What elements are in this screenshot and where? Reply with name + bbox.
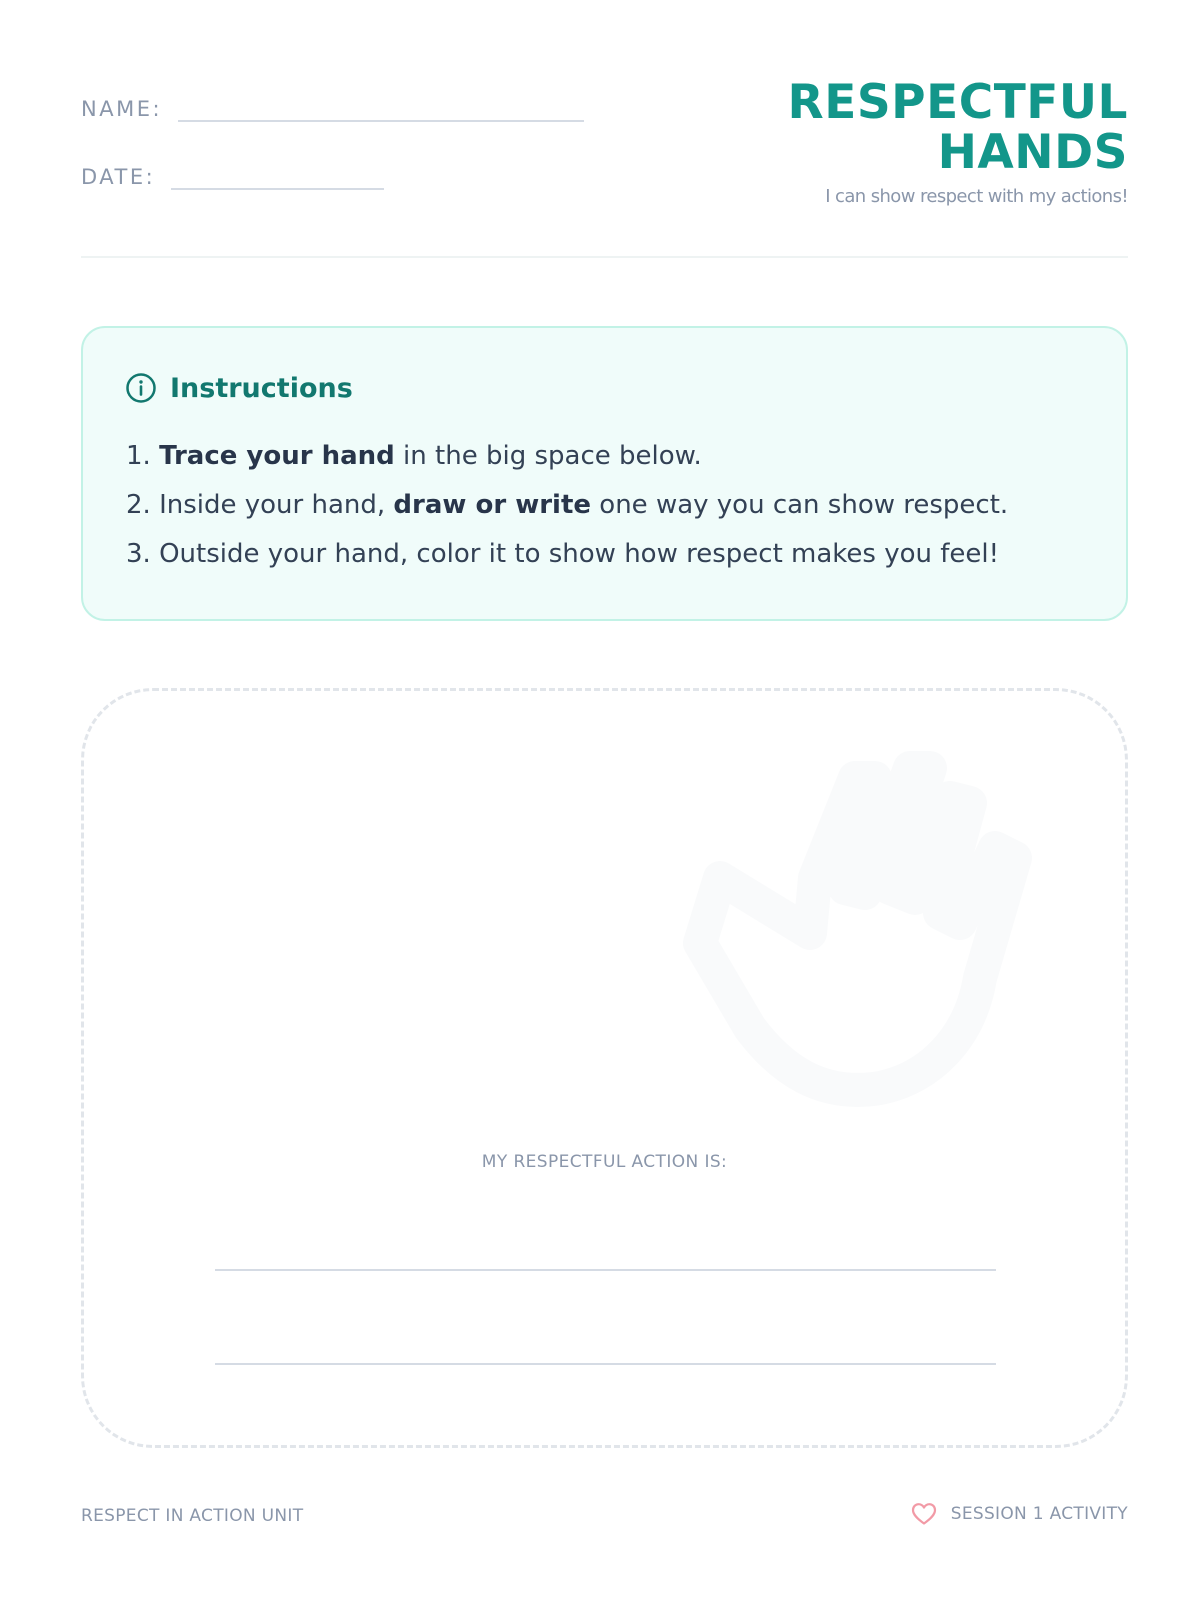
action-label: MY RESPECTFUL ACTION IS:	[481, 1152, 728, 1172]
instruction-text: Inside your hand,	[150, 490, 394, 520]
worksheet-header	[81, 0, 1128, 258]
name-write-line	[178, 96, 584, 122]
instruction-bold-text: Trace your hand	[159, 441, 395, 471]
hand-icon	[640, 738, 1080, 1158]
action-write-line[interactable]	[215, 1269, 996, 1271]
date-write-line	[171, 164, 384, 190]
instruction-text: one way you can show respect.	[591, 490, 1009, 520]
action-write-line[interactable]	[215, 1363, 996, 1365]
footer-unit-label: RESPECT IN ACTION UNIT	[81, 1506, 304, 1526]
hand-tracing-area[interactable]	[81, 688, 1128, 1448]
footer-session-label: SESSION 1 ACTIVITY	[950, 1504, 1128, 1524]
instruction-bold-text: draw or write	[393, 490, 592, 520]
instructions-card	[81, 326, 1128, 621]
instruction-item	[126, 432, 1008, 481]
name-label: NAME:	[81, 97, 163, 121]
instruction-item	[126, 530, 1008, 579]
footer-session	[911, 1502, 1128, 1526]
title-block	[768, 75, 1128, 207]
instruction-number: 3.	[126, 539, 151, 569]
info-icon	[125, 372, 157, 404]
worksheet-page	[81, 0, 1128, 1600]
instruction-number: 1.	[126, 441, 151, 471]
heart-icon	[911, 1502, 937, 1526]
page-title: RESPECTFUL HANDS	[787, 75, 1128, 180]
instructions-title: Instructions	[170, 372, 353, 404]
instruction-item	[126, 481, 1008, 530]
date-field	[81, 164, 384, 190]
header-divider	[81, 256, 1128, 258]
page-subtitle: I can show respect with my actions!	[825, 186, 1128, 207]
instructions-heading	[125, 372, 353, 404]
name-field	[81, 96, 584, 122]
instruction-text: in the big space below.	[394, 441, 702, 471]
date-label: DATE:	[81, 165, 156, 189]
instructions-list	[126, 432, 1008, 579]
instruction-number: 2.	[126, 490, 151, 520]
instruction-text: Outside your hand, color it to show how respect makes you feel!	[150, 539, 1000, 569]
